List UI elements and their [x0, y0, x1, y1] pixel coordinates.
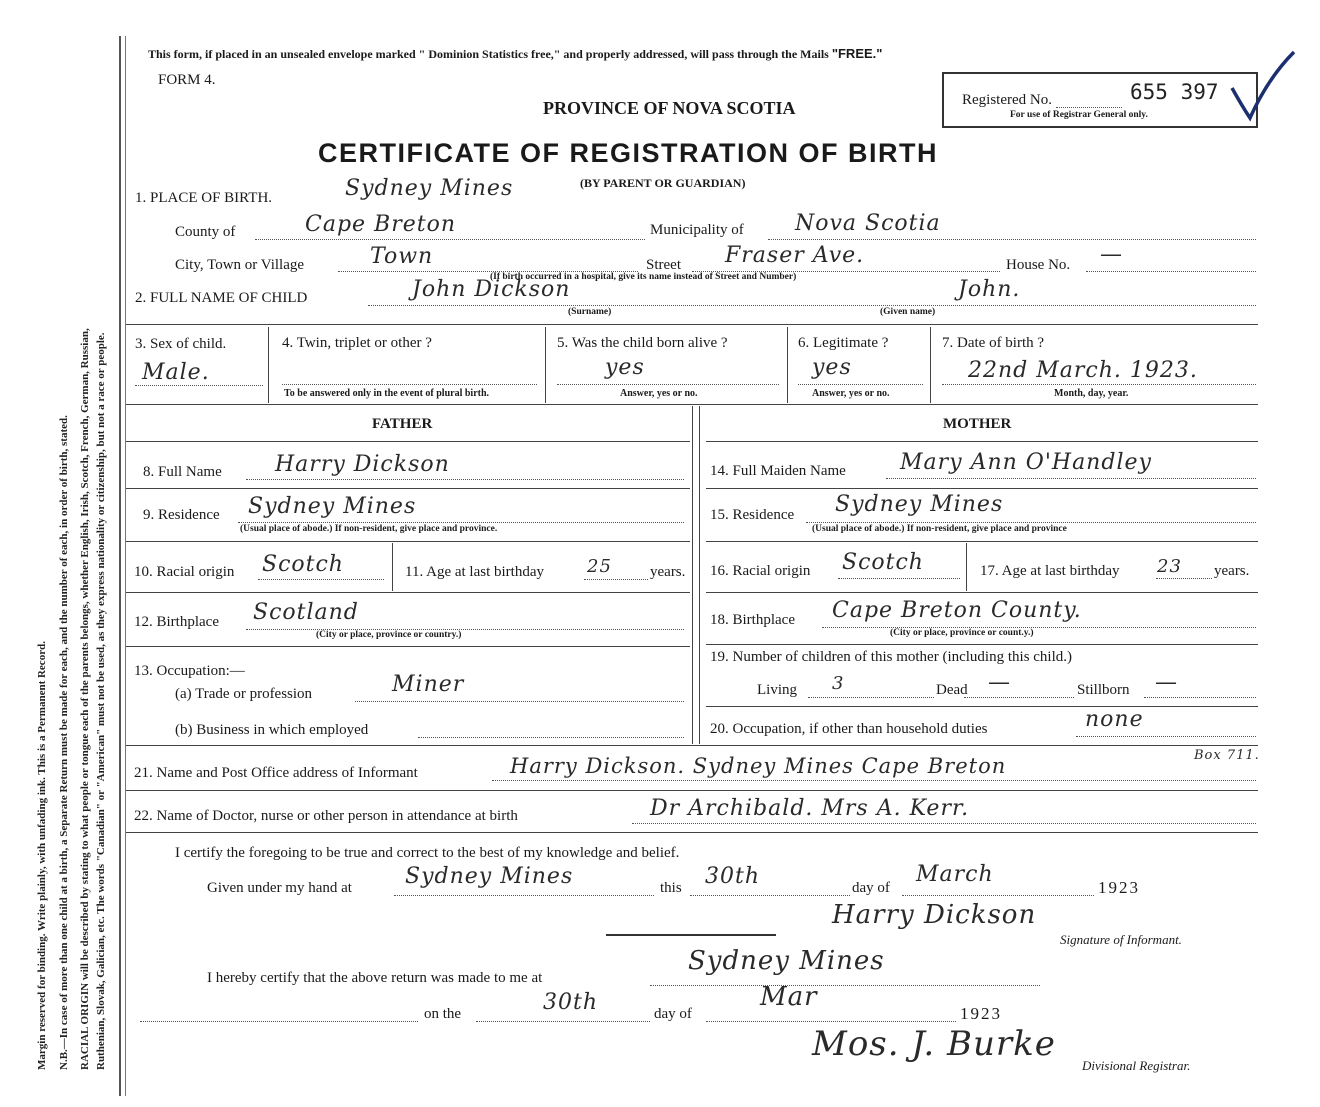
stillborn-value: — [1155, 670, 1178, 695]
sex-value: Male. [142, 360, 210, 385]
child-name-dots [368, 305, 1256, 306]
father-birthplace-label: 12. Birthplace [134, 614, 219, 630]
mother-residence-value: Sydney Mines [835, 492, 1004, 517]
father-name-dots [246, 479, 684, 480]
registrar-year-value: 1923 [960, 1004, 1002, 1023]
mother-residence-note: (Usual place of abode.) If non-resident, give place and province [812, 524, 1067, 534]
informant-signature: Harry Dickson [832, 900, 1037, 930]
mother-age-label: 17. Age at last birthday [980, 563, 1120, 579]
alive-note: Answer, yes or no. [620, 388, 698, 399]
doctor-dots [632, 823, 1256, 824]
doctor-label: 22. Name of Doctor, nurse or other person in attendance at birth [134, 808, 518, 824]
given-place-dots [394, 895, 654, 896]
legitimate-value: yes [812, 355, 852, 380]
given-day-of-label: day of [852, 880, 890, 896]
mother-racial-value: Scotch [842, 550, 924, 575]
given-month-dots [902, 895, 1094, 896]
registered-dots [1056, 107, 1122, 108]
page-title: CERTIFICATE OF REGISTRATION OF BIRTH [318, 138, 938, 168]
mother-age-dots [1156, 578, 1212, 579]
city-value: Town [370, 244, 434, 269]
mail-notice [148, 46, 882, 62]
father-age-label: 11. Age at last birthday [405, 564, 544, 580]
parents-divider [692, 406, 693, 744]
margin-rule-inner [125, 36, 126, 1096]
child-given-value: John. [958, 277, 1021, 302]
divider [126, 541, 690, 542]
child-surname-value: John Dickson [412, 277, 571, 302]
father-business-label: (b) Business in which employed [175, 722, 369, 738]
house-dots [1086, 271, 1256, 272]
informant-label: 21. Name and Post Office address of Informant [134, 765, 418, 781]
mother-name-value: Mary Ann O'Handley [900, 450, 1152, 475]
surname-note: (Surname) [568, 307, 612, 317]
father-birthplace-value: Scotland [253, 600, 359, 625]
divider [126, 488, 690, 489]
divider [126, 832, 1258, 833]
margin-rule [119, 36, 121, 1096]
divider [706, 592, 1258, 593]
registrar-day-value: 30th [543, 990, 599, 1015]
informant-signature-label: Signature of Informant. [1060, 932, 1182, 947]
registered-label: Registered No. [962, 92, 1052, 108]
certify-statement: I certify the foregoing to be true and correct to the best of my knowledge and belief. [175, 845, 680, 861]
mother-occupation-dots [1076, 736, 1256, 737]
given-day-value: 30th [705, 864, 761, 889]
mother-birthplace-note: (City or place, province or count.y.) [890, 628, 1034, 638]
father-residence-note: (Usual place of abode.) If non-resident, give place and province. [240, 524, 498, 534]
informant-box: Box 711. [1194, 748, 1260, 763]
mother-birthplace-dots [822, 627, 1256, 628]
page-subtitle: (BY PARENT OR GUARDIAN) [580, 176, 746, 190]
place-label: 1. PLACE OF BIRTH. [135, 190, 273, 206]
hospital-note: (If birth occurred in a hospital, give its name instead of Street and Number) [490, 272, 797, 282]
mother-heading: MOTHER [943, 416, 1012, 432]
mother-birthplace-label: 18. Birthplace [710, 612, 795, 628]
house-value: — [1100, 242, 1123, 267]
sex-dots [135, 385, 263, 386]
doctor-value: Dr Archibald. Mrs A. Kerr. [650, 796, 970, 821]
living-label: Living [757, 682, 797, 698]
father-birthplace-note: (City or place, province or country.) [316, 630, 462, 640]
registered-box [942, 72, 1258, 128]
legitimate-label: 6. Legitimate ? [798, 335, 889, 351]
house-label: House No. [1006, 257, 1071, 273]
informant-dots [492, 780, 1256, 781]
divider [268, 327, 269, 403]
checkmark-icon [1228, 48, 1300, 126]
registrar-statement: I hereby certify that the above return was made to me at [207, 970, 543, 986]
father-trade-value: Miner [392, 672, 465, 697]
twin-dots [282, 384, 537, 385]
divider [392, 543, 393, 591]
mother-racial-label: 16. Racial origin [710, 563, 811, 579]
dob-label: 7. Date of birth ? [942, 335, 1045, 351]
divider [706, 488, 1258, 489]
given-note: (Given name) [880, 307, 936, 317]
mother-residence-label: 15. Residence [710, 507, 795, 523]
registered-number: 655 397 [1130, 80, 1219, 104]
mother-occupation-label: 20. Occupation, if other than household duties [710, 721, 988, 737]
mother-residence-dots [806, 522, 1256, 523]
informant-value: Harry Dickson. Sydney Mines Cape Breton [510, 754, 1007, 778]
twin-label: 4. Twin, triplet or other ? [282, 335, 432, 351]
form-number: FORM 4. [158, 72, 216, 88]
margin-line-3: RACIAL ORIGIN will be described by stating to what people or tongue each of the parents belongs, whether English, Irish, Scotch, French, German, Russian, [79, 328, 91, 1070]
registrar-place-dots [650, 985, 1040, 986]
divider [126, 441, 690, 442]
registrar-note: For use of Registrar General only. [1010, 110, 1148, 120]
father-age-dots [584, 579, 648, 580]
mother-age-value: 23 [1157, 556, 1182, 577]
divider [126, 745, 1258, 746]
registrar-signature-label: Divisional Registrar. [1082, 1058, 1191, 1073]
dob-note: Month, day, year. [1054, 388, 1129, 399]
divider [930, 327, 931, 403]
street-label: Street [646, 257, 681, 273]
father-name-value: Harry Dickson [275, 452, 450, 477]
mother-name-dots [886, 478, 1256, 479]
father-residence-label: 9. Residence [143, 507, 220, 523]
divider [126, 404, 1258, 405]
mail-notice-free: "FREE." [831, 46, 883, 61]
sex-label: 3. Sex of child. [135, 336, 227, 352]
county-value: Cape Breton [305, 212, 457, 237]
mother-racial-dots [838, 578, 960, 579]
living-dots [808, 697, 934, 698]
municipality-dots [768, 239, 1256, 240]
living-value: 3 [832, 673, 845, 694]
margin-line-4: Ruthenian, Slovak, Galician, etc. The words "Canadian" or "American" must not be used, as they express nationality or citizenship, but not a race or people. [95, 332, 107, 1070]
divider [126, 790, 1258, 791]
stillborn-label: Stillborn [1077, 682, 1130, 698]
mother-age-unit: years. [1214, 563, 1250, 579]
divider [966, 543, 967, 591]
father-age-unit: years. [650, 564, 686, 580]
father-name-label: 8. Full Name [143, 464, 222, 480]
divider [126, 592, 690, 593]
mother-name-label: 14. Full Maiden Name [710, 463, 846, 479]
given-day-dots [690, 895, 850, 896]
alive-label: 5. Was the child born alive ? [557, 335, 728, 351]
municipality-label: Municipality of [650, 222, 744, 238]
father-age-value: 25 [587, 556, 612, 577]
child-name-label: 2. FULL NAME OF CHILD [135, 290, 308, 306]
father-heading: FATHER [372, 416, 433, 432]
divider [706, 644, 1258, 645]
given-month-value: March [916, 862, 994, 887]
father-business-dots [418, 737, 684, 738]
legitimate-note: Answer, yes or no. [812, 388, 890, 399]
this-label: this [660, 880, 682, 896]
divider [126, 324, 1258, 325]
alive-dots [557, 384, 779, 385]
parents-divider [699, 406, 700, 744]
twin-note: To be answered only in the event of plural birth. [284, 388, 490, 399]
street-value: Fraser Ave. [725, 243, 865, 268]
father-trade-label: (a) Trade or profession [175, 686, 313, 702]
alive-value: yes [605, 355, 645, 380]
divider [787, 327, 788, 403]
given-year-value: 1923 [1098, 878, 1140, 897]
margin-line-2: N.B.—In case of more than one child at a birth, a Separate Return must be made for each, and the number of each, in order of birth, stated. [58, 415, 70, 1070]
father-residence-dots [238, 522, 684, 523]
divider [126, 646, 690, 647]
dead-dots [964, 697, 1074, 698]
province-title: PROVINCE OF NOVA SCOTIA [543, 98, 796, 118]
registrar-signature: Mos. J. Burke [812, 1024, 1056, 1064]
dob-dots [942, 384, 1256, 385]
dead-label: Dead [936, 682, 968, 698]
registrar-day-of-label: day of [654, 1006, 692, 1022]
divider [706, 541, 1258, 542]
signature-rule [606, 934, 776, 936]
divider [706, 706, 1258, 707]
on-the-label: on the [424, 1006, 462, 1022]
city-label: City, Town or Village [175, 257, 305, 273]
dead-value: — [988, 670, 1011, 695]
father-occupation-label: 13. Occupation:— [134, 663, 245, 679]
registrar-place-value: Sydney Mines [688, 946, 885, 976]
place-value: Sydney Mines [345, 176, 514, 201]
registrar-lead-dots [140, 1021, 418, 1022]
legitimate-dots [798, 384, 923, 385]
divider [545, 327, 546, 403]
father-trade-dots [355, 701, 684, 702]
dob-value: 22nd March. 1923. [968, 358, 1198, 383]
given-place-value: Sydney Mines [405, 864, 574, 889]
mail-notice-text: This form, if placed in an unsealed envelope marked " Dominion Statistics free," and properly addressed, will pass through the Mails [148, 47, 829, 61]
divider [706, 441, 1258, 442]
father-racial-value: Scotch [262, 552, 344, 577]
stillborn-dots [1144, 697, 1256, 698]
mother-occupation-value: none [1085, 707, 1144, 732]
mother-children-label: 19. Number of children of this mother (including this child.) [710, 649, 1073, 665]
registrar-day-dots [476, 1021, 650, 1022]
father-racial-label: 10. Racial origin [134, 564, 235, 580]
mother-birthplace-value: Cape Breton County. [832, 598, 1082, 623]
margin-line-1: Margin reserved for binding. Write plainly, with unfading ink. This is a Permanent Record. [36, 641, 48, 1070]
father-birthplace-dots [246, 629, 684, 630]
father-racial-dots [258, 579, 384, 580]
county-dots [255, 239, 645, 240]
given-label: Given under my hand at [207, 880, 352, 896]
father-residence-value: Sydney Mines [248, 494, 417, 519]
registrar-month-value: Mar [760, 982, 818, 1012]
county-label: County of [175, 224, 236, 240]
registrar-month-dots [706, 1021, 956, 1022]
municipality-value: Nova Scotia [795, 211, 941, 236]
